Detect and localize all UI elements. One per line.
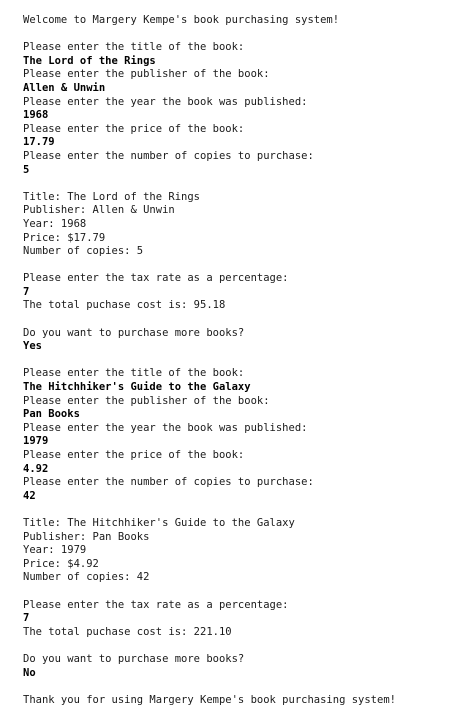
console-input-line: 7 bbox=[23, 612, 30, 625]
console-input-line: 4.92 bbox=[23, 462, 49, 475]
console-output-line: Number of copies: 42 bbox=[23, 571, 150, 584]
console-output-line: Year: 1979 bbox=[23, 544, 87, 557]
console-output-line: The total puchase cost is: 221.10 bbox=[23, 625, 232, 638]
console-output-line: Price: $4.92 bbox=[23, 557, 99, 570]
console-input-line: Pan Books bbox=[23, 408, 80, 421]
console-input-line: 1979 bbox=[23, 435, 49, 448]
blank-line bbox=[23, 680, 448, 694]
console-output-line: Do you want to purchase more books? bbox=[23, 652, 245, 665]
console-input-line: 7 bbox=[23, 285, 30, 298]
console-output-line: Thank you for using Margery Kempe's book purchasing system! bbox=[23, 693, 396, 706]
console-output-line: Title: The Lord of the Rings bbox=[23, 190, 201, 203]
console-input-line: 42 bbox=[23, 489, 36, 502]
console-output bbox=[23, 14, 448, 707]
blank-line bbox=[23, 585, 448, 599]
blank-line bbox=[23, 313, 448, 327]
console-output-line: Please enter the publisher of the book: bbox=[23, 394, 270, 407]
console-input-line: The Lord of the Rings bbox=[23, 54, 156, 67]
console-output-line: Please enter the year the book was published: bbox=[23, 95, 308, 108]
console-input-line: No bbox=[23, 666, 36, 679]
blank-line bbox=[23, 28, 448, 42]
console-output-line: Do you want to purchase more books? bbox=[23, 326, 245, 339]
console-output-line: Title: The Hitchhiker's Guide to the Galaxy bbox=[23, 516, 295, 529]
blank-line bbox=[23, 503, 448, 517]
blank-line bbox=[23, 639, 448, 653]
console-output-line: Please enter the tax rate as a percentage: bbox=[23, 598, 289, 611]
console-output-line: Please enter the price of the book: bbox=[23, 122, 245, 135]
console-output-line: Please enter the number of copies to purchase: bbox=[23, 149, 314, 162]
console-output-line: Please enter the publisher of the book: bbox=[23, 68, 270, 81]
console-output-line: Year: 1968 bbox=[23, 217, 87, 230]
console-input-line: 5 bbox=[23, 163, 30, 176]
console-output-line: Please enter the title of the book: bbox=[23, 41, 245, 54]
console-input-line: 1968 bbox=[23, 109, 49, 122]
console-output-line: Price: $17.79 bbox=[23, 231, 106, 244]
console-output-line: Please enter the year the book was published: bbox=[23, 421, 308, 434]
console-output-line: Number of copies: 5 bbox=[23, 245, 144, 258]
console-output-line: Publisher: Pan Books bbox=[23, 530, 150, 543]
console-input-line: Allen & Unwin bbox=[23, 81, 106, 94]
blank-line bbox=[23, 177, 448, 191]
console-output-line: Please enter the number of copies to purchase: bbox=[23, 476, 314, 489]
console-output-line: Please enter the price of the book: bbox=[23, 449, 245, 461]
console-output-line: Please enter the tax rate as a percentage: bbox=[23, 272, 289, 285]
console-input-line: The Hitchhiker's Guide to the Galaxy bbox=[23, 381, 251, 394]
console-input-line: Yes bbox=[23, 340, 42, 353]
blank-line bbox=[23, 354, 448, 368]
console-input-line: 17.79 bbox=[23, 136, 55, 149]
console-output-line: Please enter the title of the book: bbox=[23, 367, 245, 380]
blank-line bbox=[23, 259, 448, 273]
console-output-line: Publisher: Allen & Unwin bbox=[23, 204, 175, 217]
console-output-line: The total puchase cost is: 95.18 bbox=[23, 299, 226, 312]
console-output-line: Welcome to Margery Kempe's book purchasing system! bbox=[23, 14, 340, 26]
